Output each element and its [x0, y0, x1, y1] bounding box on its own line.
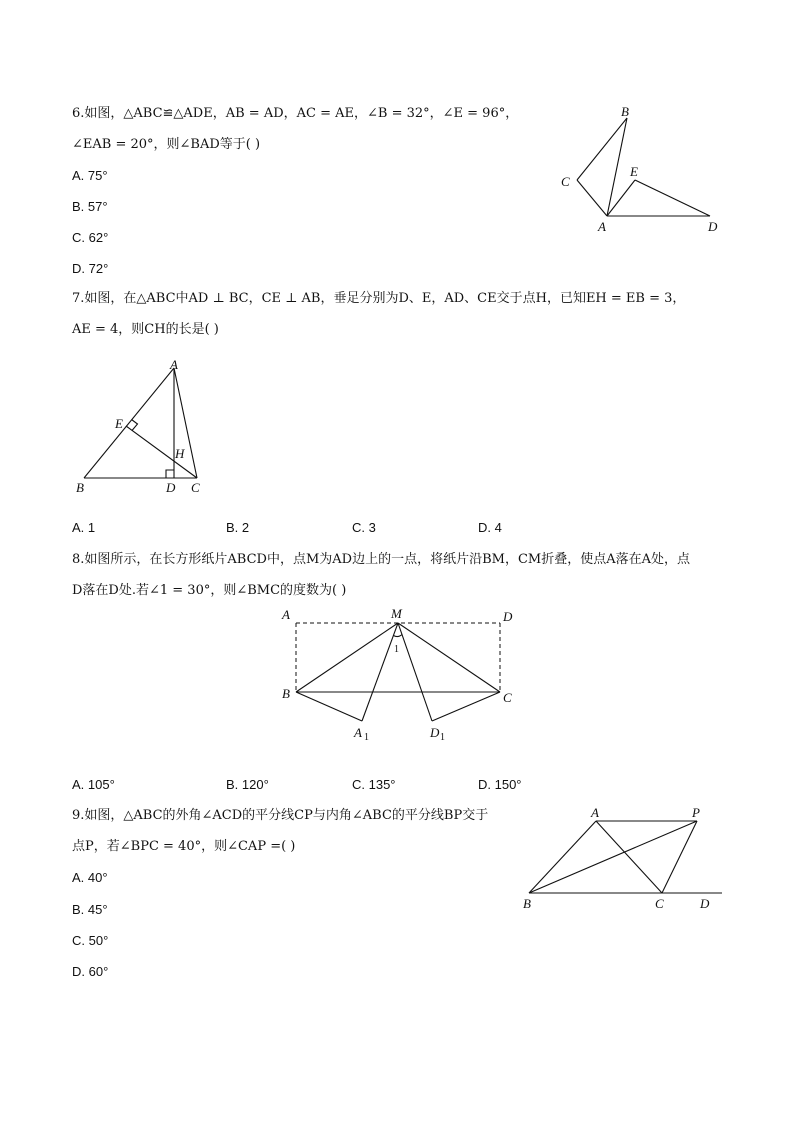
- q6-edge-ab: [607, 118, 627, 216]
- q7-option-a[interactable]: A. 1: [72, 520, 96, 535]
- q9-label-b: B: [523, 896, 531, 911]
- q8-label-c: C: [503, 690, 512, 705]
- q7-stem-line2: AE = 4，则CH的长是( ): [72, 322, 219, 337]
- q9-option-a[interactable]: A. 40°: [72, 870, 108, 885]
- q8-edge-m-d1: [398, 623, 432, 721]
- q8-option-c[interactable]: C. 135°: [352, 777, 396, 792]
- q8-stem-line1: 8.如图所示，在长方形纸片ABCD中，点M为AD边上的一点，将纸片沿BM，CM折叠，使点A落在A处，点: [72, 552, 690, 567]
- q7-label-h: H: [175, 446, 185, 461]
- q9-option-d[interactable]: D. 60°: [72, 964, 109, 979]
- q8-label-d: D: [503, 609, 513, 624]
- q6-label-e: E: [630, 164, 638, 179]
- q7-option-c[interactable]: C. 3: [352, 520, 376, 535]
- q7-label-b: B: [76, 480, 84, 495]
- q8-label-b: B: [282, 686, 290, 701]
- q8-edge-b-a1: [296, 692, 362, 721]
- q6-label-b: B: [621, 104, 629, 119]
- q8-edge-m-a1: [362, 623, 398, 721]
- q6-option-b[interactable]: B. 57°: [72, 199, 108, 214]
- q7-option-b[interactable]: B. 2: [226, 520, 250, 535]
- q6-label-c: C: [561, 174, 570, 189]
- q6-option-c[interactable]: C. 62°: [72, 230, 109, 245]
- q6-label-a: A: [598, 219, 606, 234]
- q6-option-a[interactable]: A. 75°: [72, 168, 108, 183]
- q6-stem-line1: 6.如图，△ABC≌△ADE，AB = AD，AC = AE，∠B = 32°，∠E = 96°，: [72, 106, 519, 121]
- q8-angle-1-arc: [394, 635, 403, 637]
- q9-option-c[interactable]: C. 50°: [72, 933, 109, 948]
- q8-label-d1-subscript: 1: [440, 732, 445, 743]
- q6-stem-line2: ∠EAB = 20°，则∠BAD等于( ): [72, 137, 261, 152]
- q7-altitude-ce: [126, 426, 197, 478]
- q8-label-a: A: [282, 607, 290, 622]
- q8-fold-cm: [398, 623, 500, 692]
- q7-right-angle-d: [166, 470, 174, 478]
- q9-label-d: D: [700, 896, 710, 911]
- q9-edge-ba: [529, 821, 596, 893]
- q7-label-d: D: [166, 480, 176, 495]
- q9-bisector-cp: [662, 821, 697, 893]
- q8-option-b[interactable]: B. 120°: [226, 777, 269, 792]
- q8-label-angle-1: 1: [394, 644, 399, 655]
- q8-fold-bm: [296, 623, 398, 692]
- q6-label-d: D: [708, 219, 718, 234]
- q6-option-d[interactable]: D. 72°: [72, 261, 109, 276]
- q8-figure: [280, 605, 520, 745]
- q9-label-a: A: [591, 805, 599, 820]
- q8-option-a[interactable]: A. 105°: [72, 777, 115, 792]
- q6-edge-ed: [635, 180, 710, 216]
- q9-stem-line2: 点P，若∠BPC = 40°，则∠CAP =( ): [72, 839, 296, 854]
- q6-edge-ca: [577, 180, 607, 216]
- q7-label-c: C: [191, 480, 200, 495]
- q8-label-m: M: [391, 606, 402, 621]
- q9-bisector-bp: [529, 821, 697, 893]
- q8-option-d[interactable]: D. 150°: [478, 777, 522, 792]
- q7-edge-ac: [174, 368, 197, 478]
- q8-label-a1-subscript: 1: [364, 732, 369, 743]
- q9-figure: [515, 800, 730, 915]
- q9-stem-line1: 9.如图，△ABC的外角∠ACD的平分线CP与内角∠ABC的平分线BP交于: [72, 808, 489, 823]
- q7-stem-line1: 7.如图，在△ABC中AD ⊥ BC，CE ⊥ AB，垂足分别为D、E，AD、CE交于点H，已知EH = EB = 3，: [72, 291, 686, 306]
- q8-label-d1: D: [430, 725, 440, 740]
- q7-edge-ab: [84, 368, 174, 478]
- q7-figure: [70, 355, 220, 500]
- q8-edge-c-d1: [432, 692, 500, 721]
- q6-edge-bc: [577, 118, 627, 180]
- q8-stem-line2: D落在D处.若∠1 = 30°，则∠BMC的度数为( ): [72, 583, 347, 598]
- q7-label-e: E: [115, 416, 123, 431]
- q6-figure: [555, 100, 730, 240]
- q9-label-c: C: [655, 896, 664, 911]
- q9-label-p: P: [692, 805, 700, 820]
- q8-label-a1: A: [354, 725, 362, 740]
- q9-edge-ac: [596, 821, 662, 893]
- q7-label-a: A: [170, 357, 178, 372]
- q7-right-angle-e: [132, 420, 138, 431]
- q9-option-b[interactable]: B. 45°: [72, 902, 108, 917]
- q7-option-d[interactable]: D. 4: [478, 520, 502, 535]
